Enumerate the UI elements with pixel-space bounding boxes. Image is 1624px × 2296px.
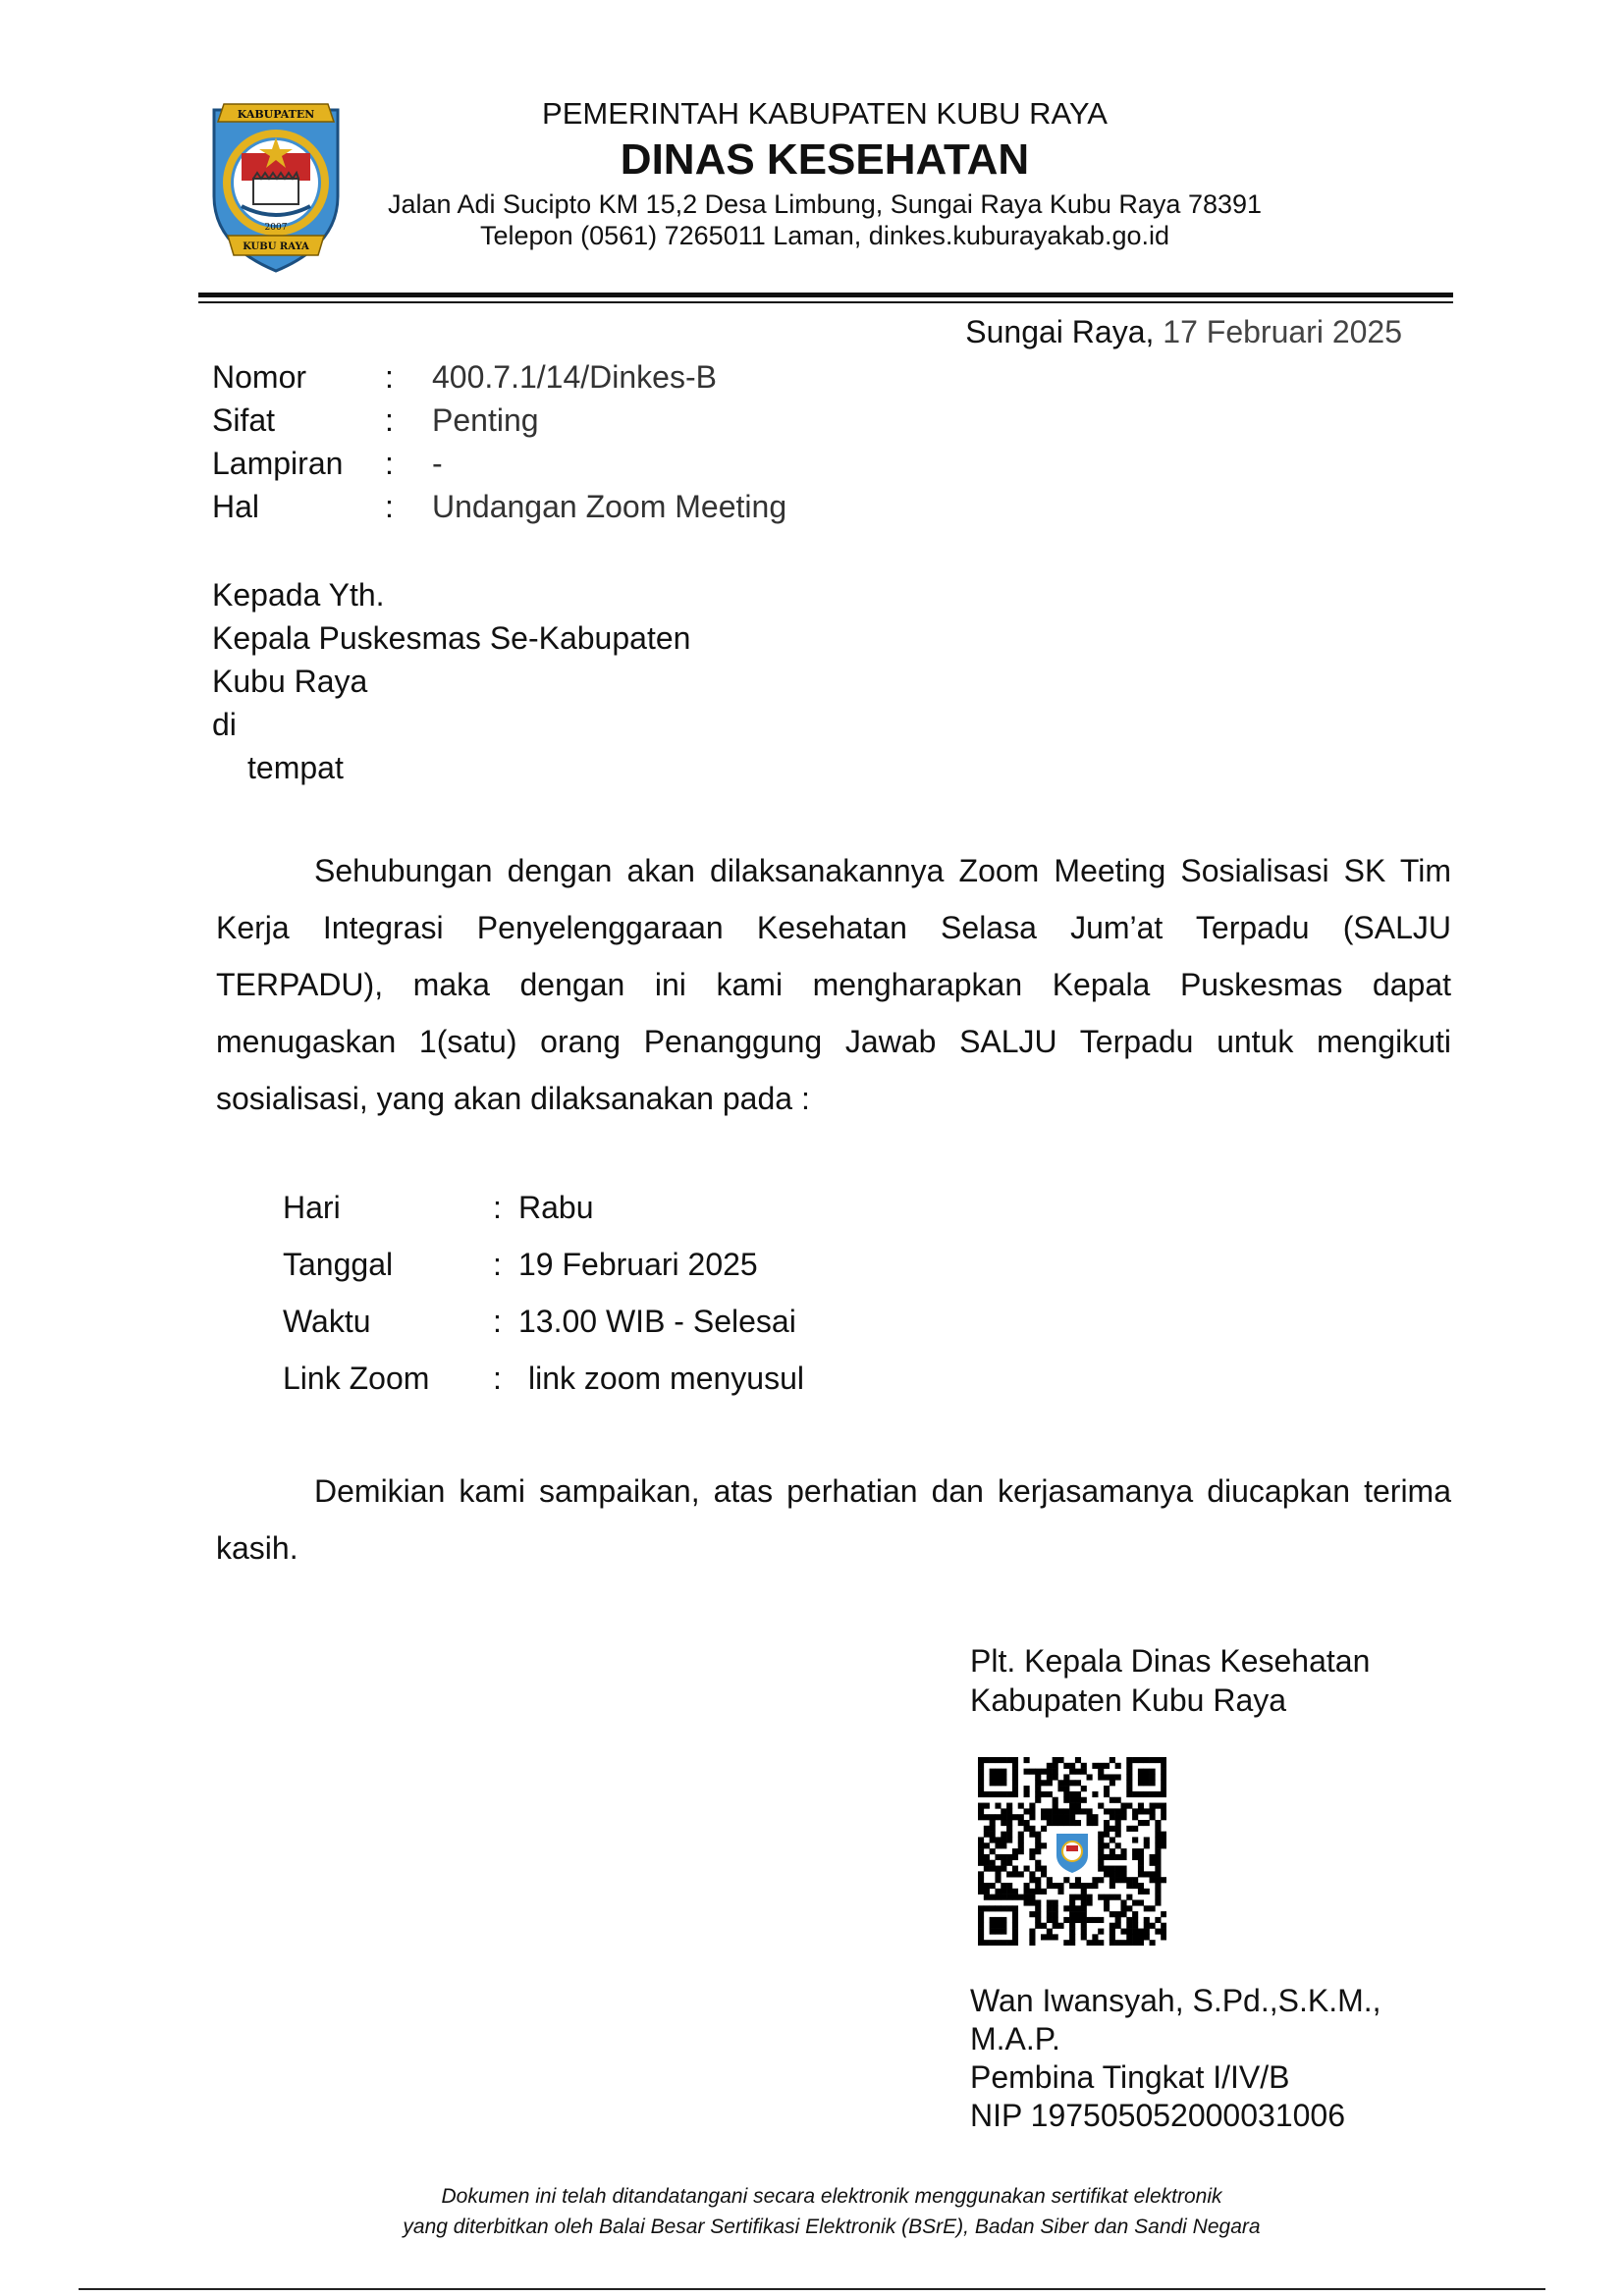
recipient-line: tempat: [247, 750, 344, 785]
date-value: 17 Februari 2025: [1163, 314, 1402, 349]
body-paragraph: Sehubungan dengan akan dilaksanakannya Zoom Meeting Sosialisasi SK Tim Kerja Integrasi Penyelenggaraan Kesehatan Selasa Jum’at Terpadu (SALJU TERPADU), maka dengan ini kami mengharapkan Kepala Puskesmas dapat menugaskan 1(satu) orang Penanggung Jawab SALJU Terpadu untuk mengikuti sosialisasi, yang akan dilaksanakan pada :: [216, 853, 1451, 1116]
meta-value: 400.7.1/14/Dinkes-B: [432, 359, 717, 395]
recipient-line: di: [212, 707, 237, 742]
svg-text:KABUPATEN: KABUPATEN: [237, 108, 315, 121]
letterhead: [0, 0, 1624, 314]
meta-colon: :: [385, 489, 394, 524]
detail-label: Waktu: [283, 1304, 371, 1339]
svg-text:KUBU RAYA: KUBU RAYA: [243, 241, 309, 252]
detail-colon: :: [493, 1247, 502, 1282]
letterhead-divider-thin: [198, 301, 1453, 303]
detail-label: Hari: [283, 1190, 341, 1225]
meta-label: Sifat: [212, 402, 276, 438]
meta-label: Lampiran: [212, 446, 344, 481]
esign-notice-line: Dokumen ini telah ditandatangani secara elektronik menggunakan sertifikat elektronik: [441, 2185, 1222, 2208]
closing-paragraph: Demikian kami sampaikan, atas perhatian dan kerjasamanya diucapkan terima kasih.: [216, 1473, 1451, 1566]
meta-value: -: [432, 446, 443, 481]
detail-label: Tanggal: [283, 1247, 394, 1282]
signatory-title: Plt. Kepala Dinas Kesehatan: [970, 1643, 1371, 1679]
signatory-name: Wan Iwansyah, S.Pd.,S.K.M.,: [970, 1983, 1381, 2018]
meta-value: Penting: [432, 402, 539, 438]
kubu-raya-logo: [202, 98, 350, 275]
detail-value: link zoom menyusul: [528, 1361, 804, 1396]
date-place: Sungai Raya,: [965, 314, 1155, 349]
agency-address: Jalan Adi Sucipto KM 15,2 Desa Limbung, Sungai Raya Kubu Raya 78391: [387, 189, 1263, 219]
meta-colon: :: [385, 359, 394, 395]
detail-value: 13.00 WIB - Selesai: [518, 1304, 796, 1339]
detail-colon: :: [493, 1190, 502, 1225]
meta-label: Nomor: [212, 359, 307, 395]
signatory-name-cont: M.A.P.: [970, 2021, 1060, 2056]
esign-notice: [216, 2181, 1447, 2242]
letter-date: [965, 314, 1402, 350]
recipient-line: Kepada Yth.: [212, 577, 385, 613]
qr-code-signature: [978, 1757, 1166, 1946]
meta-colon: :: [385, 402, 394, 438]
meta-colon: :: [385, 446, 394, 481]
detail-value: Rabu: [518, 1190, 594, 1225]
agency-contact: Telepon (0561) 7265011 Laman, dinkes.kuburayakab.go.id: [480, 221, 1169, 250]
meta-label: Hal: [212, 489, 260, 524]
detail-label: Link Zoom: [283, 1361, 430, 1396]
agency-name: DINAS KESEHATAN: [620, 135, 1030, 184]
letterhead-divider-thick: [198, 293, 1453, 297]
government-name: PEMERINTAH KABUPATEN KUBU RAYA: [542, 96, 1108, 131]
meta-value: Undangan Zoom Meeting: [432, 489, 787, 524]
qr-center-logo-icon: [1051, 1830, 1094, 1873]
page-bottom-line: [79, 2288, 1545, 2290]
recipient-line: Kubu Raya: [212, 664, 368, 699]
recipient-line: Kepala Puskesmas Se-Kabupaten: [212, 620, 691, 656]
detail-value: 19 Februari 2025: [518, 1247, 758, 1282]
signatory-rank: Pembina Tingkat I/IV/B: [970, 2059, 1290, 2095]
signatory-region: Kabupaten Kubu Raya: [970, 1682, 1287, 1718]
signatory-nip: NIP 197505052000031006: [970, 2098, 1345, 2133]
detail-colon: :: [493, 1361, 502, 1396]
detail-colon: :: [493, 1304, 502, 1339]
svg-text:2007: 2007: [264, 223, 288, 233]
esign-notice-line: yang diterbitkan oleh Balai Besar Sertifikasi Elektronik (BSrE), Badan Siber dan Sandi Negara: [403, 2216, 1261, 2238]
